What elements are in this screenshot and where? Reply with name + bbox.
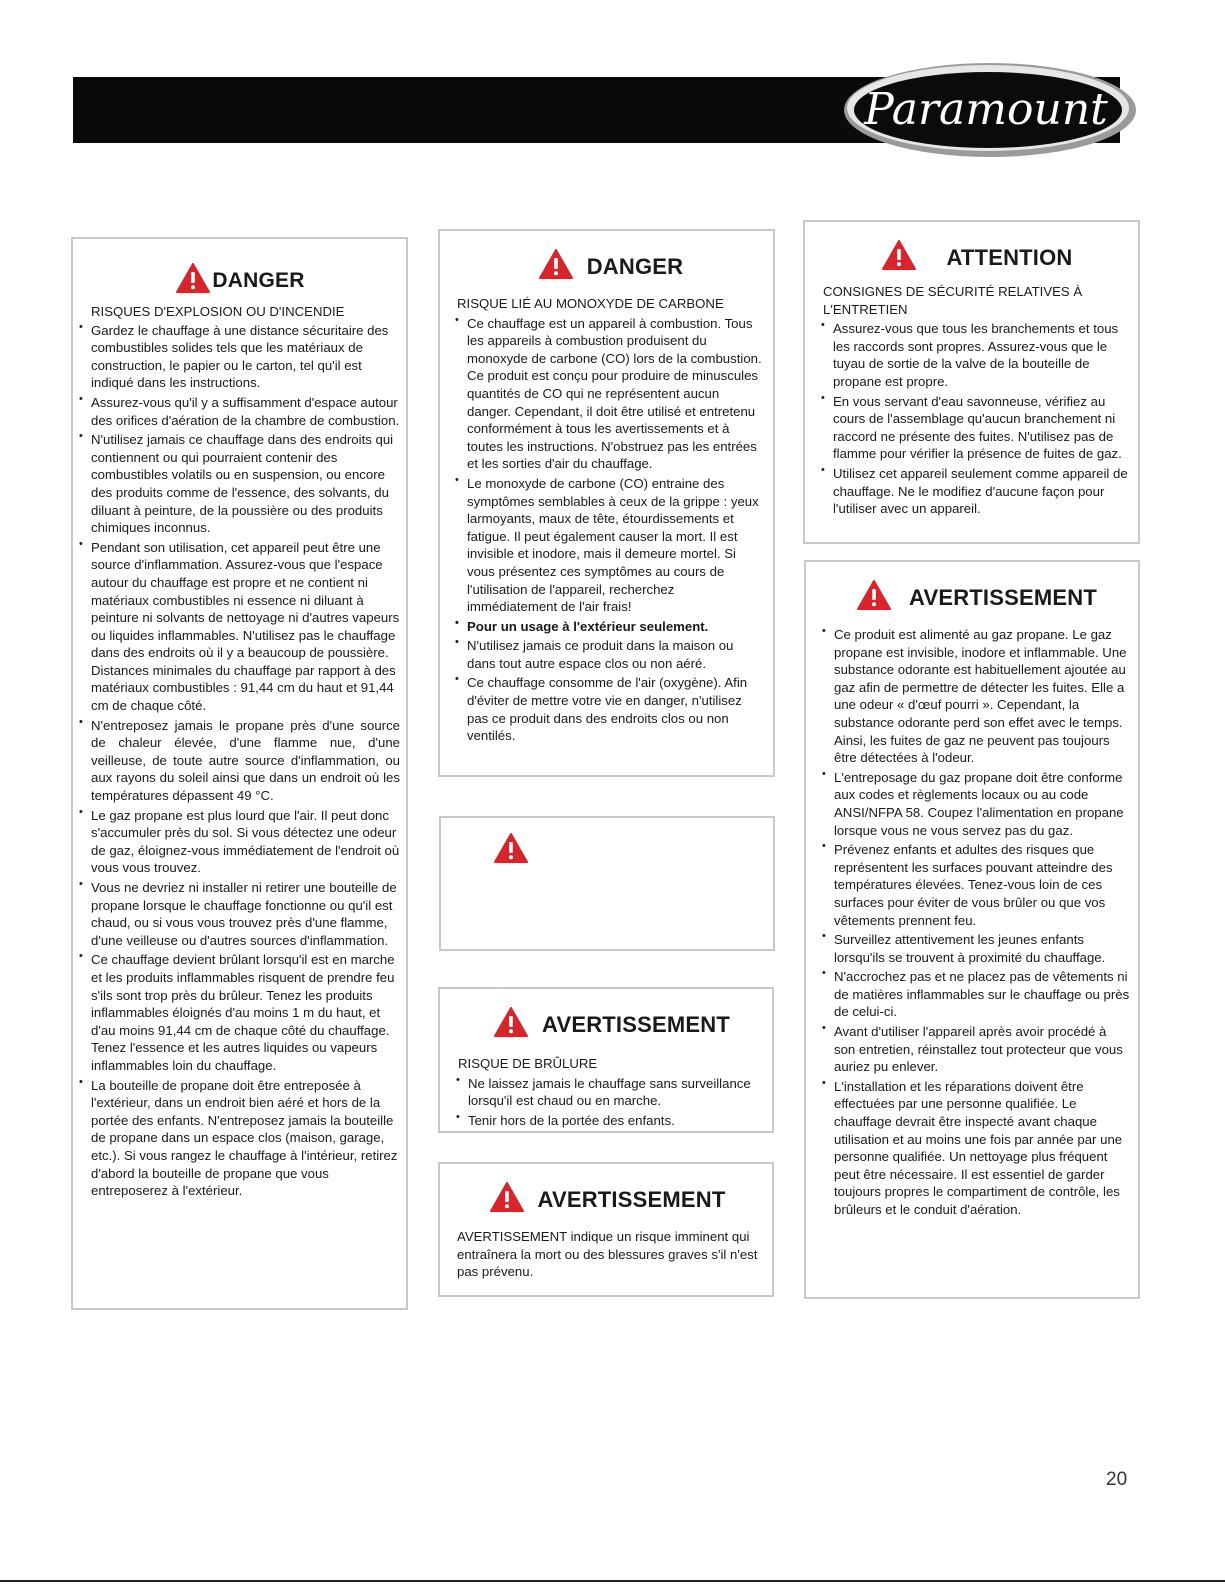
panel-subtitle: RISQUES D'EXPLOSION OU D'INCENDIE — [91, 304, 345, 319]
warning-triangle-icon — [490, 1182, 524, 1218]
list-item: • N'utilisez jamais ce produit dans la maison ou dans tout autre espace clos ou non aéré. — [457, 637, 765, 672]
definition-text: AVERTISSEMENT indique un risque imminent qui entraînera la mort ou des blessures graves s'il n'est pas prévenu. — [457, 1229, 758, 1280]
list-item: • Pour un usage à l'extérieur seulement. — [457, 618, 765, 636]
list-item: • N'utilisez jamais ce chauffage dans des endroits qui contiennent ou qui pourraient contenir des combustibles volatils ou en suspension, ou encore des produits comme de l'essence, des solvants, du diluant à peinture, de la poussière ou des produits chimiques inconnus. — [81, 431, 400, 537]
item-list — [457, 315, 765, 745]
item-list — [823, 320, 1132, 518]
panel-title-text: AVERTISSEMENT — [542, 1012, 730, 1037]
list-item: • Ce chauffage devient brûlant lorsqu'il est en marche et les produits inflammables risquent de prendre feu s'ils sont trop près du brûleur. Tenez les produits inflammables éloignés d'au moins 1 m du haut, et d'au moins 91,44 cm de chaque côté du chauffage. Tenez l'essence et les autres liquides ou vapeurs inflammables loin du chauffage. — [81, 951, 400, 1074]
panel-title — [824, 580, 1130, 616]
burn-warning-panel — [438, 987, 774, 1133]
panel-title-text: DANGER — [586, 254, 684, 279]
attention-panel — [803, 220, 1140, 544]
brand-name: Paramount — [864, 84, 1108, 135]
warning-definition-panel — [438, 1162, 774, 1297]
list-item: • Utilisez cet appareil seulement comme appareil de chauffage. Ne le modifiez d'aucune façon pour l'utiliser avec un appareil. — [823, 465, 1132, 518]
list-item: • Le gaz propane est plus lourd que l'air. Il peut donc s'accumuler près du sol. Si vous détectez une odeur de gaz, éloignez-vous immédiatement de l'endroit où vous vous trouvez. — [81, 807, 400, 877]
warning-triangle-icon — [539, 249, 573, 285]
brand-logo — [840, 60, 1138, 160]
propane-warning-panel — [804, 560, 1140, 1299]
list-item: • Ce chauffage est un appareil à combustion. Tous les appareils à combustion produisent du monoxyde de carbone (CO) lors de la combustion. Ce produit est conçu pour produire de minuscules quantités de CO qui ne représentent aucun danger. Cependant, il doit être utilisé et entretenu conformément à tous les avertissements et à toutes les instructions. N'obstruez pas les entrées et les sorties d'air du chauffage. — [457, 315, 765, 473]
panel-subtitle: CONSIGNES DE SÉCURITÉ RELATIVES À L'ENTRETIEN — [823, 284, 1083, 317]
list-item: • La bouteille de propane doit être entreposée à l'extérieur, dans un endroit bien aéré et hors de la portée des enfants. N'entreposez jamais la bouteille de propane dans un espace clos (maison, garage, etc.). Si vous rangez le chauffage à l'intérieur, retirez d'abord la bouteille de propane que vous entreposerez à l'extérieur. — [81, 1077, 400, 1200]
list-item: • Gardez le chauffage à une distance sécuritaire des combustibles solides tels que les matériaux de construction, le papier ou le carton, tel qu'il est indiqué dans les instructions. — [81, 322, 400, 392]
list-item: • Ce produit est alimenté au gaz propane. Le gaz propane est invisible, inodore et inflammable. Une substance odorante est habituellement ajoutée au gaz afin de permettre de détecter les fuites. Elle a une odeur « d'œuf pourri ». Cependant, la substance odorante perd son effet avec le temps. Ainsi, les fuites de gaz ne peuvent pas toujours être détectées à l'odeur. — [824, 626, 1130, 767]
list-item: • Tenir hors de la portée des enfants. — [458, 1112, 766, 1130]
panel-title — [458, 1007, 766, 1043]
list-item: • En vous servant d'eau savonneuse, vérifiez au cours de l'assemblage qu'aucun branchement ni raccord ne présente des fuites. N'utilisez pas de flamme pour vérifier la présence de fuites de gaz. — [823, 393, 1132, 463]
page-bottom-rule — [0, 1580, 1225, 1582]
panel-subtitle: RISQUE LIÉ AU MONOXYDE DE CARBONE — [457, 296, 724, 311]
page-number: 20 — [1106, 1469, 1128, 1490]
panel-title — [457, 249, 765, 285]
item-list — [458, 1075, 766, 1130]
warning-triangle-icon — [176, 263, 210, 299]
item-list — [824, 626, 1130, 1219]
list-item: • Assurez-vous que tous les branchements et tous les raccords sont propres. Assurez-vous que le tuyau de sortie de la valve de la bouteille de propane est propre. — [823, 320, 1132, 390]
panel-title — [823, 240, 1132, 276]
panel-title-text: DANGER — [212, 269, 305, 292]
warning-triangle-icon — [882, 240, 916, 276]
list-item: • L'entreposage du gaz propane doit être conforme aux codes et règlements locaux ou au code ANSI/NFPA 58. Coupez l'alimentation en propane lorsque vous ne vous servez pas du gaz. — [824, 769, 1130, 839]
list-item: • Ce chauffage consomme de l'air (oxygène). Afin d'éviter de mettre votre vie en danger, n'utilisez pas ce produit dans des endroits clos ou non ventilés. — [457, 674, 765, 744]
list-item: • Ne laissez jamais le chauffage sans surveillance lorsqu'il est chaud ou en marche. — [458, 1075, 766, 1110]
panel-subtitle: RISQUE DE BRÛLURE — [458, 1056, 598, 1071]
list-item: • Avant d'utiliser l'appareil après avoir procédé à son entretien, réinstallez tout protecteur que vous auriez pu enlever. — [824, 1023, 1130, 1076]
list-item: • Pendant son utilisation, cet appareil peut être une source d'inflammation. Assurez-vous que l'espace autour du chauffage est propre et ne contient ni matériaux combustibles ni essence ni diluant à peinture ni solvants de nettoyage ni d'autres vapeurs ou liquides inflammables. N'utilisez pas le chauffage dans des endroits où il y a beaucoup de poussière. Distances minimales du chauffage par rapport à des matériaux combustibles : 91,44 cm du haut et 91,44 cm de chaque côté. — [81, 539, 400, 715]
list-item: • L'installation et les réparations doivent être effectuées par une personne qualifiée. Le chauffage devrait être inspecté avant chaque utilisation et au moins une fois par année par une personne qualifiée. Un nettoyage plus fréquent peut être nécessaire. Il est essentiel de garder toujours propres le compartiment de contrôle, les brûleurs et le conduit d'aération. — [824, 1078, 1130, 1219]
list-item: • Surveillez attentivement les jeunes enfants lorsqu'ils se trouvent à proximité du chauffage. — [824, 931, 1130, 966]
warning-triangle-icon — [494, 1007, 528, 1043]
danger-explosion-panel — [71, 237, 408, 1310]
list-item: • Vous ne devriez ni installer ni retirer une bouteille de propane lorsque le chauffage fonctionne ou qu'il est chaud, ou si vous vous trouvez près d'une flamme, d'une veilleuse ou d'autres sources d'inflammation. — [81, 879, 400, 949]
icon-only-panel — [439, 816, 775, 951]
list-item: • N'entreposez jamais le propane près d'une source de chaleur élevée, d'une flamme nue, d'une veilleuse, de toute autre source d'inflammation, ou aux rayons du soleil ainsi que dans un endroit où les températures dépassent 49 °C. — [81, 717, 400, 805]
list-item: • Le monoxyde de carbone (CO) entraine des symptômes semblables à ceux de la grippe : yeux larmoyants, maux de tête, étourdissements et fatigue. Il peut également causer la mort. Il est invisible et inodore, mais il demeure mortel. Si vous présentez ces symptômes au cours de l'utilisation de l'appareil, recherchez immédiatement de l'air frais! — [457, 475, 765, 616]
list-item: • Prévenez enfants et adultes des risques que représentent les surfaces pouvant atteindre des températures élevées. Tenez-vous loin de ces surfaces pour éviter de vous brûler ou que vos vêtements prennent feu. — [824, 841, 1130, 929]
panel-title — [457, 1182, 758, 1218]
panel-title-text: AVERTISSEMENT — [537, 1187, 726, 1212]
warning-triangle-icon — [857, 580, 891, 616]
danger-co-panel — [438, 229, 775, 777]
panel-title-text: AVERTISSEMENT — [909, 585, 1097, 610]
panel-title-text: ATTENTION — [946, 245, 1073, 270]
warning-triangle-icon — [494, 833, 528, 868]
panel-title — [81, 263, 400, 299]
list-item: • N'accrochez pas et ne placez pas de vêtements ni de matières inflammables sur le chauffage ou près de celui-ci. — [824, 968, 1130, 1021]
list-item: • Assurez-vous qu'il y a suffisamment d'espace autour des orifices d'aération de la chambre de combustion. — [81, 394, 400, 429]
item-list — [81, 322, 400, 1200]
